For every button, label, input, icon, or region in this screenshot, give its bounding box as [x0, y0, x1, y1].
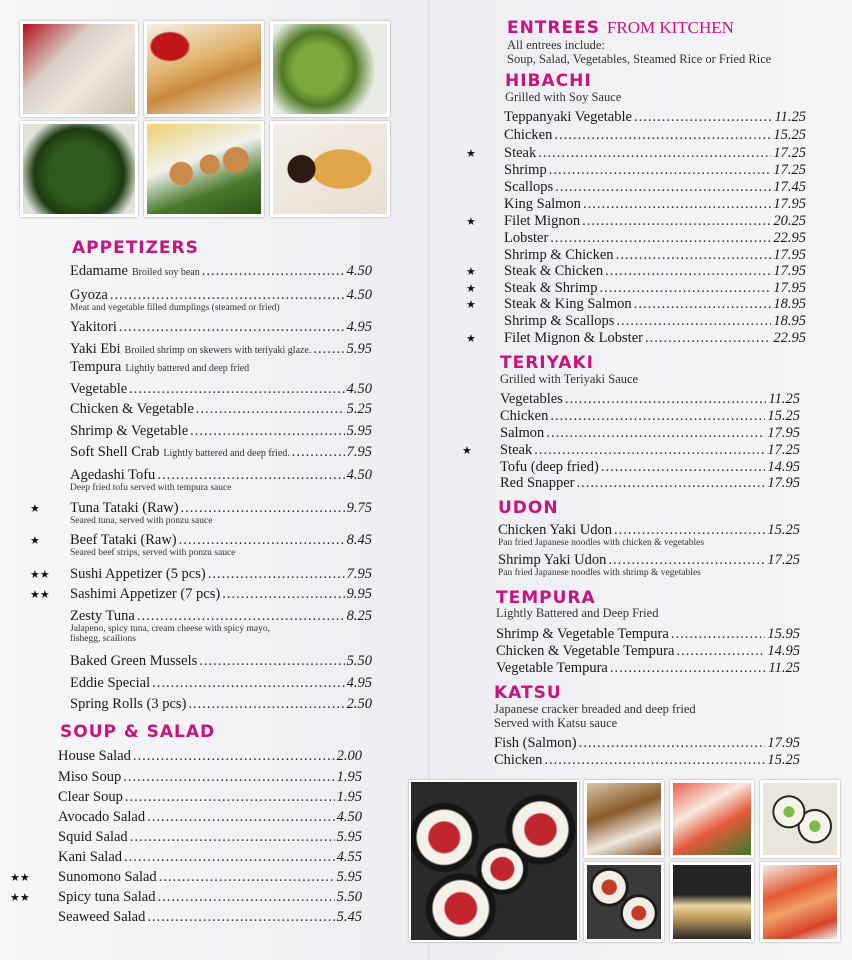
- menu-item: [504, 329, 806, 347]
- menu-item: [58, 768, 362, 786]
- star-marker: ★: [466, 283, 476, 295]
- menu-item: [58, 788, 362, 806]
- teriyaki-note: Grilled with Teriyaki Sauce: [500, 372, 639, 386]
- dot-leader: [147, 908, 334, 926]
- dot-leader: [202, 262, 345, 280]
- item-name: Sunomono Salad: [58, 869, 157, 885]
- item-name: Fish (Salmon): [494, 735, 577, 751]
- item-price: 4.50: [346, 263, 372, 279]
- hibachi-note: Grilled with Soy Sauce: [505, 90, 622, 104]
- star-marker: ★: [466, 266, 476, 278]
- item-price: 5.95: [346, 341, 372, 357]
- menu-item: [500, 424, 800, 442]
- item-description: Lightly battered and deep fried: [125, 363, 250, 374]
- menu-item: [58, 808, 362, 826]
- item-price: 5.95: [336, 869, 362, 885]
- item-price: 5.50: [336, 889, 362, 905]
- dot-leader: [554, 126, 771, 144]
- item-subdescription: Jalapeno, spicy tuna, cream cheese with spicy mayo,: [70, 624, 270, 634]
- menu-item: [70, 652, 372, 670]
- item-price: 15.95: [767, 626, 800, 642]
- item-name: Kani Salad: [58, 849, 123, 865]
- star-marker: ★: [30, 503, 40, 515]
- dot-leader: [583, 195, 771, 213]
- sushi-roll-photo-4: [584, 862, 664, 942]
- item-price: 17.25: [767, 552, 800, 568]
- item-price: 15.25: [767, 752, 800, 768]
- menu-item: [504, 161, 806, 179]
- item-name: Chicken: [504, 127, 553, 143]
- item-price: 17.25: [773, 145, 806, 161]
- dot-leader: [133, 747, 335, 765]
- dot-leader: [129, 380, 344, 398]
- item-name: Filet Mignon: [504, 213, 581, 229]
- item-price: 4.95: [346, 675, 372, 691]
- item-price: 17.95: [773, 196, 806, 212]
- item-price: 7.95: [346, 566, 372, 582]
- menu-item: [498, 551, 800, 569]
- item-name: Eddie Special: [70, 675, 151, 691]
- dot-leader: [608, 551, 765, 569]
- menu-item: [504, 144, 806, 162]
- katsu-note-2: Served with Katsu sauce: [494, 716, 618, 730]
- dot-leader: [634, 108, 772, 126]
- menu-item: [70, 422, 372, 440]
- appetizers-title: APPETIZERS: [72, 238, 199, 258]
- dot-leader: [188, 695, 344, 713]
- item-price: 4.50: [336, 809, 362, 825]
- item-name: Seaweed Salad: [58, 909, 146, 925]
- sushi-roll-photo-1: [584, 780, 664, 858]
- dot-leader: [157, 888, 334, 906]
- star-marker: ★★: [30, 569, 50, 581]
- teriyaki-title: TERIYAKI: [500, 353, 594, 373]
- gyoza-photo: [20, 21, 138, 117]
- dot-leader: [616, 312, 771, 330]
- menu-item: [70, 695, 372, 713]
- menu-item: [496, 625, 800, 643]
- edamame-photo: [270, 21, 390, 117]
- item-name: Squid Salad: [58, 829, 128, 845]
- dot-leader: [292, 443, 345, 461]
- menu-item: [58, 868, 362, 886]
- item-price: 17.95: [773, 247, 806, 263]
- menu-item: [496, 659, 800, 677]
- item-price: 15.25: [767, 522, 800, 538]
- item-price: 4.50: [346, 381, 372, 397]
- item-price: 8.45: [346, 532, 372, 548]
- item-price: 17.95: [767, 425, 800, 441]
- dot-leader: [130, 828, 335, 846]
- item-price: 14.95: [767, 459, 800, 475]
- item-name: Miso Soup: [58, 769, 122, 785]
- menu-item: [70, 318, 372, 336]
- tempura-shrimp-photo: [270, 121, 390, 217]
- menu-item: [500, 441, 800, 459]
- menu-item: [504, 295, 806, 313]
- item-price: 9.75: [346, 500, 372, 516]
- dot-leader: [582, 212, 771, 230]
- dot-leader: [676, 642, 765, 660]
- dot-leader: [550, 407, 765, 425]
- tempura-note: Lightly Battered and Deep Fried: [496, 606, 659, 620]
- item-name: Steak & Chicken: [504, 263, 604, 279]
- item-price: 5.45: [336, 909, 362, 925]
- katsu-title: KATSU: [494, 683, 562, 703]
- menu-item: [494, 734, 800, 752]
- item-name: Tofu (deep fried): [500, 459, 599, 475]
- dot-leader: [124, 848, 335, 866]
- item-subdescription: Meat and vegetable filled dumplings (steamed or fried): [70, 303, 280, 313]
- item-price: 4.50: [346, 287, 372, 303]
- dot-leader: [157, 466, 344, 484]
- dot-leader: [579, 734, 766, 752]
- item-name: Teppanyaki Vegetable: [504, 109, 632, 125]
- dot-leader: [610, 659, 767, 677]
- entrees-title-main: ENTREES: [507, 18, 600, 38]
- menu-item: [504, 229, 806, 247]
- item-name: Baked Green Mussels: [70, 653, 198, 669]
- sushi-roll-photo-5: [670, 862, 754, 942]
- dot-leader: [546, 424, 765, 442]
- item-price: 15.25: [773, 127, 806, 143]
- item-price: 5.25: [346, 401, 372, 417]
- dot-leader: [645, 329, 771, 347]
- menu-item: [70, 400, 372, 418]
- star-marker: ★★: [10, 872, 30, 884]
- dot-leader: [544, 751, 765, 769]
- item-name: Avocado Salad: [58, 809, 146, 825]
- seaweed-salad-photo: [20, 121, 138, 217]
- menu-item: [70, 466, 372, 484]
- dot-leader: [555, 178, 771, 196]
- item-subdescription: fishegg, scallions: [70, 634, 136, 644]
- dot-leader: [125, 788, 335, 806]
- item-name: Shrimp & Vegetable Tempura: [496, 626, 669, 642]
- star-marker: ★★: [10, 892, 30, 904]
- menu-item: [70, 531, 372, 549]
- item-name: Red Snapper: [500, 475, 575, 491]
- item-name: Lobster: [504, 230, 549, 246]
- dot-leader: [110, 286, 345, 304]
- entrees-title-sub: FROM KITCHEN: [606, 18, 734, 37]
- item-price: 17.95: [773, 280, 806, 296]
- star-marker: ★: [30, 535, 40, 547]
- dot-leader: [159, 868, 335, 886]
- star-marker: ★: [466, 333, 476, 345]
- dot-leader: [550, 229, 771, 247]
- menu-item: [504, 108, 806, 126]
- menu-item: [504, 195, 806, 213]
- dot-leader: [123, 768, 334, 786]
- menu-item: [496, 642, 800, 660]
- item-price: 22.95: [773, 230, 806, 246]
- stuffed-mushroom-photo: [144, 121, 264, 217]
- item-price: 4.55: [336, 849, 362, 865]
- item-price: 5.95: [346, 423, 372, 439]
- item-price: 11.25: [768, 391, 800, 407]
- item-subdescription: Pan fried Japanese noodles with chicken & vegetables: [498, 538, 705, 548]
- item-name: Vegetables: [500, 391, 563, 407]
- item-price: 18.95: [773, 313, 806, 329]
- item-name: Tempura: [70, 359, 122, 375]
- dot-leader: [147, 808, 335, 826]
- item-name: Gyoza: [70, 287, 108, 303]
- item-price: 4.95: [346, 319, 372, 335]
- item-name: Shrimp & Scallops: [504, 313, 615, 329]
- item-price: 14.95: [767, 643, 800, 659]
- item-name: Zesty Tuna: [70, 608, 135, 624]
- menu-item: [500, 407, 800, 425]
- star-marker: ★: [466, 216, 476, 228]
- menu-item: [58, 908, 362, 926]
- item-subdescription: Deep fried tofu served with tempura sauce: [70, 483, 232, 493]
- menu-item: [504, 212, 806, 230]
- menu-item: [70, 607, 372, 625]
- item-name: Steak: [500, 442, 533, 458]
- item-name: Agedashi Tofu: [70, 467, 156, 483]
- dot-leader: [605, 262, 771, 280]
- menu-item: [70, 674, 372, 692]
- item-name: Edamame: [70, 263, 128, 279]
- menu-item: [70, 286, 372, 304]
- item-subdescription: Pan fried Japanese noodles with shrimp & vegetables: [498, 568, 701, 578]
- menu-item: [70, 565, 372, 583]
- item-name: Tuna Tataki (Raw): [70, 500, 179, 516]
- dot-leader: [152, 674, 344, 692]
- item-price: 22.95: [773, 330, 806, 346]
- sushi-roll-photo-6: [760, 862, 840, 942]
- item-price: 11.25: [768, 660, 800, 676]
- item-name: Shrimp & Chicken: [504, 247, 614, 263]
- star-marker: ★: [466, 299, 476, 311]
- item-name: Shrimp Yaki Udon: [498, 552, 607, 568]
- menu-item: [494, 751, 800, 769]
- menu-item: [70, 585, 372, 603]
- item-name: Sushi Appetizer (5 pcs): [70, 566, 206, 582]
- menu-item: [504, 312, 806, 330]
- dot-leader: [222, 585, 344, 603]
- item-name: Steak & King Salmon: [504, 296, 632, 312]
- menu-item: [504, 178, 806, 196]
- dot-leader: [565, 390, 767, 408]
- tempura-title: TEMPURA: [496, 588, 596, 608]
- item-price: 15.25: [767, 408, 800, 424]
- item-name: Steak: [504, 145, 537, 161]
- item-name: House Salad: [58, 748, 131, 764]
- item-price: 17.95: [767, 475, 800, 491]
- item-name: Clear Soup: [58, 789, 123, 805]
- item-price: 2.50: [346, 696, 372, 712]
- item-price: 9.95: [346, 586, 372, 602]
- sushi-roll-photo-2: [670, 780, 754, 858]
- item-price: 17.95: [767, 735, 800, 751]
- menu-item: [70, 499, 372, 517]
- item-name: Sashimi Appetizer (7 pcs): [70, 586, 221, 602]
- menu-item: [500, 474, 800, 492]
- item-name: Beef Tataki (Raw): [70, 532, 177, 548]
- item-price: 4.50: [346, 467, 372, 483]
- item-name: Chicken: [494, 752, 543, 768]
- item-price: 1.95: [336, 789, 362, 805]
- item-name: King Salmon: [504, 196, 581, 212]
- item-name: Yakitori: [70, 319, 117, 335]
- menu-item: [70, 358, 372, 376]
- menu-item: [498, 521, 800, 539]
- item-price: 17.25: [767, 442, 800, 458]
- item-name: Salmon: [500, 425, 545, 441]
- dot-leader: [313, 340, 344, 358]
- menu-item: [58, 747, 362, 765]
- entrees-title: [507, 18, 734, 38]
- dot-leader: [196, 400, 345, 418]
- menu-item: [70, 262, 372, 280]
- item-price: 17.95: [773, 263, 806, 279]
- item-name: Chicken: [500, 408, 549, 424]
- dot-leader: [549, 161, 772, 179]
- menu-item: [504, 126, 806, 144]
- menu-item: [58, 888, 362, 906]
- item-name: Filet Mignon & Lobster: [504, 330, 643, 346]
- item-name: Vegetable Tempura: [496, 660, 608, 676]
- menu-item: [504, 262, 806, 280]
- star-marker: ★★: [30, 589, 50, 601]
- katsu-note-1: Japanese cracker breaded and deep fried: [494, 702, 696, 716]
- dot-leader: [190, 422, 344, 440]
- dot-leader: [534, 441, 765, 459]
- item-name: Soft Shell Crab: [70, 444, 160, 460]
- item-price: 1.95: [336, 769, 362, 785]
- item-name: Yaki Ebi: [70, 341, 121, 357]
- dot-leader: [577, 474, 766, 492]
- tuna-roll-photo: [409, 780, 579, 942]
- dot-leader: [181, 499, 345, 517]
- item-name: Chicken Yaki Udon: [498, 522, 612, 538]
- item-price: 7.95: [346, 444, 372, 460]
- dot-leader: [634, 295, 772, 313]
- item-price: 20.25: [773, 213, 806, 229]
- menu-item: [58, 828, 362, 846]
- soup-salad-title: SOUP & SALAD: [60, 722, 216, 742]
- menu-item: [70, 340, 372, 358]
- entrees-note-2: Soup, Salad, Vegetables, Steamed Rice or Fried Rice: [507, 52, 772, 66]
- dot-leader: [538, 144, 771, 162]
- dot-leader: [179, 531, 345, 549]
- dot-leader: [208, 565, 345, 583]
- hibachi-title: HIBACHI: [505, 71, 592, 91]
- item-name: Spring Rolls (3 pcs): [70, 696, 187, 712]
- dot-leader: [119, 318, 345, 336]
- item-price: 11.25: [774, 109, 806, 125]
- item-price: 17.25: [773, 162, 806, 178]
- item-price: 18.95: [773, 296, 806, 312]
- dot-leader: [614, 521, 765, 539]
- item-price: 2.00: [336, 748, 362, 764]
- menu-item: [70, 443, 372, 461]
- item-name: Shrimp & Vegetable: [70, 423, 189, 439]
- menu-item: [70, 380, 372, 398]
- item-name: Chicken & Vegetable: [70, 401, 194, 417]
- spring-roll-photo: [144, 21, 264, 117]
- item-subdescription: Seared beef strips, served with ponzu sauce: [70, 548, 236, 558]
- dot-leader: [671, 625, 766, 643]
- item-subdescription: Seared tuna, served with ponzu sauce: [70, 516, 213, 526]
- item-name: Steak & Shrimp: [504, 280, 598, 296]
- item-price: 5.50: [346, 653, 372, 669]
- item-name: Chicken & Vegetable Tempura: [496, 643, 675, 659]
- dot-leader: [199, 652, 344, 670]
- menu-item: [500, 390, 800, 408]
- entrees-note-1: All entrees include:: [507, 38, 605, 52]
- item-name: Scallops: [504, 179, 554, 195]
- item-description: Lightly battered and deep fried.: [163, 448, 290, 459]
- item-price: 8.25: [346, 608, 372, 624]
- star-marker: ★: [462, 445, 472, 457]
- item-name: Shrimp: [504, 162, 547, 178]
- menu-item: [58, 848, 362, 866]
- item-price: 5.95: [336, 829, 362, 845]
- star-marker: ★: [466, 148, 476, 160]
- udon-title: UDON: [498, 498, 559, 518]
- dot-leader: [137, 607, 345, 625]
- sushi-roll-photo-3: [760, 780, 840, 858]
- item-description: Broiled soy bean: [131, 267, 200, 278]
- item-price: 17.45: [773, 179, 806, 195]
- item-name: Spicy tuna Salad: [58, 889, 156, 905]
- item-name: Vegetable: [70, 381, 128, 397]
- item-description: Broiled shrimp on skewers with teriyaki glaze.: [124, 345, 312, 356]
